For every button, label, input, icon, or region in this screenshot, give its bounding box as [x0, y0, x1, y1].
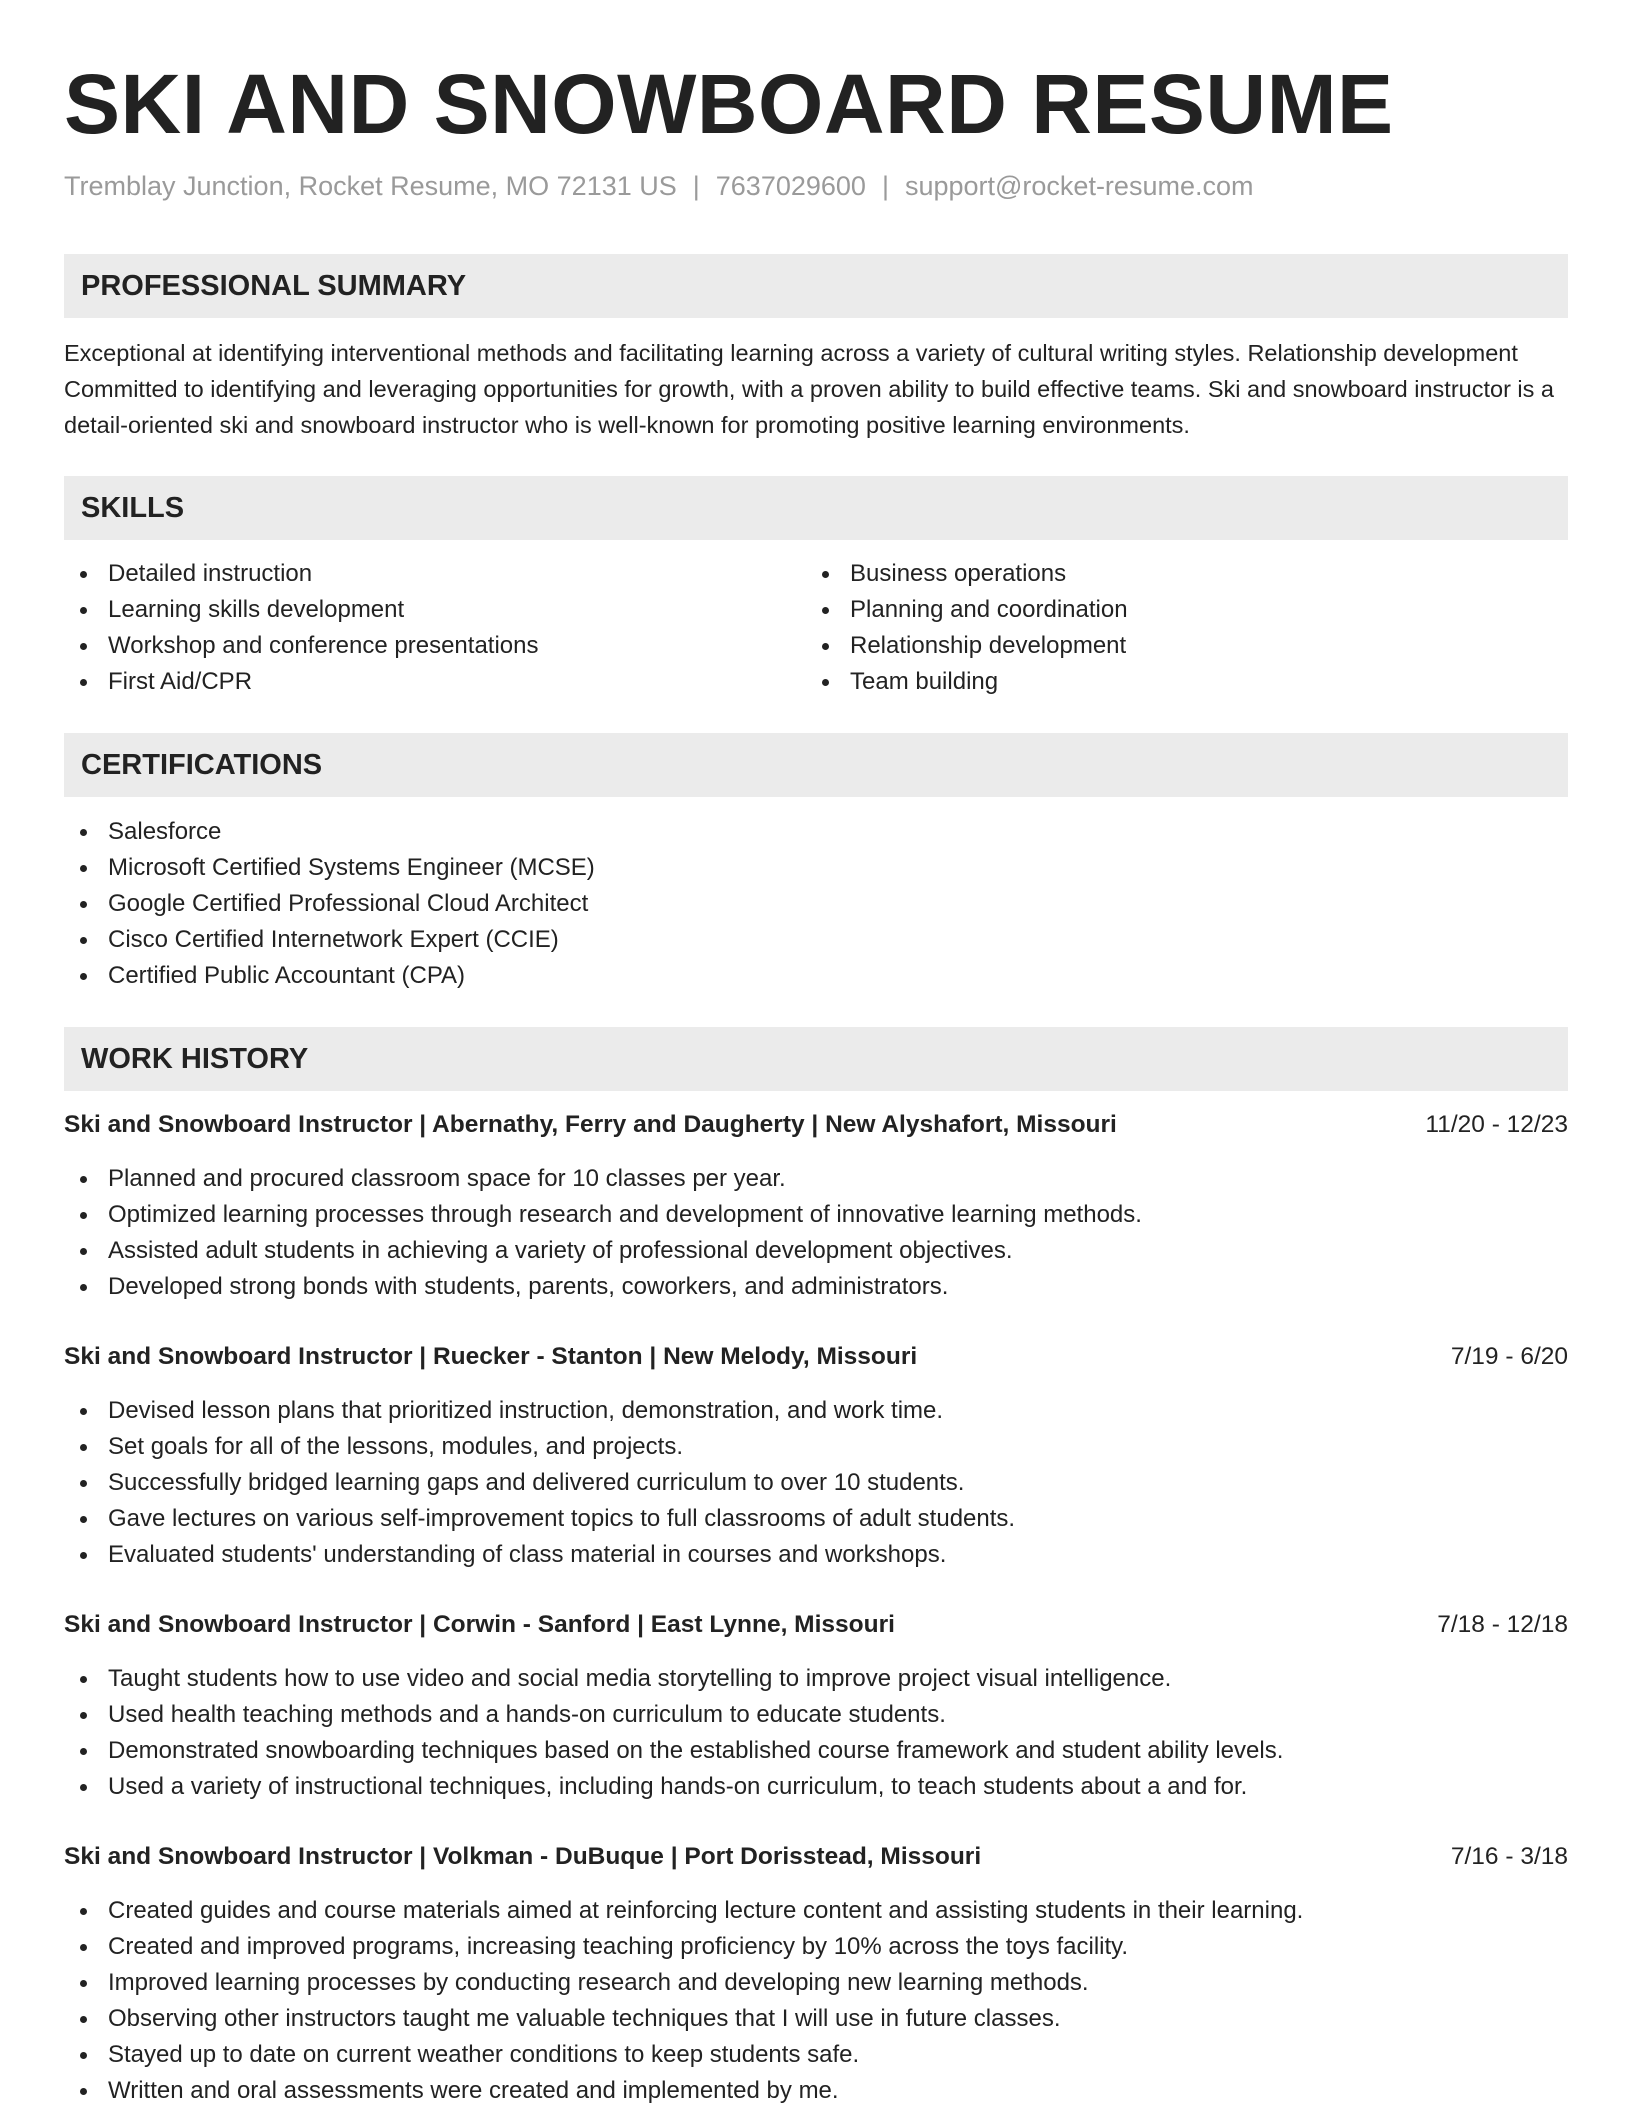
- job-bullets: [64, 1661, 1568, 1805]
- job-bullet: Devised lesson plans that prioritized instruction, demonstration, and work time.: [64, 1393, 1568, 1429]
- summary-section: [64, 254, 1568, 443]
- job-bullet: Successfully bridged learning gaps and delivered curriculum to over 10 students.: [64, 1465, 1568, 1501]
- skills-grid: [64, 556, 1568, 700]
- skill-item: Relationship development: [806, 628, 1548, 664]
- skills-column-left: [64, 556, 806, 700]
- job-header: [64, 1338, 1568, 1376]
- job-title: Ski and Snowboard Instructor | Volkman - DuBuque | Port Dorisstead, Missouri: [64, 1843, 982, 1870]
- summary-text: Exceptional at identifying interventional methods and facilitating learning across a variety of cultural writing styles. Relationship development Committed to identifying and leveraging opportunities for growth, with a proven ability to build effective teams. Ski and snowboard instructor is a detail-oriented ski and snowboard instructor who is well-known for promoting positive learning environments.: [64, 340, 1554, 438]
- job-bullet: Stayed up to date on current weather conditions to keep students safe.: [64, 2037, 1568, 2073]
- job-bullet: Gave lectures on various self-improvement topics to full classrooms of adult students.: [64, 1501, 1568, 1537]
- skills-column-right: [806, 556, 1548, 700]
- job-bullet: Set goals for all of the lessons, modules, and projects.: [64, 1429, 1568, 1465]
- job-dates: 7/18 - 12/18: [1437, 1611, 1568, 1638]
- certification-item: Cisco Certified Internetwork Expert (CCIE): [64, 922, 1568, 958]
- contact-phone: 7637029600: [715, 171, 866, 201]
- job-bullets: [64, 1393, 1568, 1573]
- job-bullet: Written and oral assessments were created and implemented by me.: [64, 2073, 1568, 2109]
- job-entry: [64, 1606, 1568, 1805]
- job-bullet: Optimized learning processes through research and development of innovative learning methods.: [64, 1197, 1568, 1233]
- certifications-list: [64, 814, 1568, 994]
- skills-section: [64, 476, 1568, 700]
- job-bullet: Created and improved programs, increasing teaching proficiency by 10% across the toys facility.: [64, 1929, 1568, 1965]
- work-history-section: [64, 1027, 1568, 2109]
- certification-item: Salesforce: [64, 814, 1568, 850]
- contact-address: Tremblay Junction, Rocket Resume, MO 72131 US: [64, 171, 677, 201]
- job-header: [64, 1106, 1568, 1144]
- certification-item: Certified Public Accountant (CPA): [64, 958, 1568, 994]
- job-title: Ski and Snowboard Instructor | Ruecker - Stanton | New Melody, Missouri: [64, 1343, 918, 1370]
- resume-content: [64, 0, 1568, 2109]
- job-bullet: Developed strong bonds with students, parents, coworkers, and administrators.: [64, 1269, 1568, 1305]
- job-bullet: Taught students how to use video and social media storytelling to improve project visual intelligence.: [64, 1661, 1568, 1697]
- skills-list-left: [64, 556, 806, 700]
- job-dates: 11/20 - 12/23: [1425, 1111, 1568, 1138]
- job-entry: [64, 1106, 1568, 1305]
- job-bullet: Assisted adult students in achieving a variety of professional development objectives.: [64, 1233, 1568, 1269]
- job-header: [64, 1606, 1568, 1644]
- skill-item: Learning skills development: [64, 592, 806, 628]
- resume-title: SKI AND SNOWBOARD RESUME: [64, 57, 1394, 151]
- job-bullet: Evaluated students' understanding of class material in courses and workshops.: [64, 1537, 1568, 1573]
- job-bullet: Created guides and course materials aimed at reinforcing lecture content and assisting students in their learning.: [64, 1893, 1568, 1929]
- job-bullet: Improved learning processes by conducting research and developing new learning methods.: [64, 1965, 1568, 2001]
- work-history-heading: WORK HISTORY: [64, 1027, 1568, 1091]
- job-entry: [64, 1338, 1568, 1573]
- certifications-heading: CERTIFICATIONS: [64, 733, 1568, 797]
- job-bullets: [64, 1161, 1568, 1305]
- skill-item: Workshop and conference presentations: [64, 628, 806, 664]
- job-header: [64, 1838, 1568, 1876]
- certifications-section: [64, 733, 1568, 994]
- contact-email: support@rocket-resume.com: [904, 171, 1254, 201]
- certification-item: Google Certified Professional Cloud Architect: [64, 886, 1568, 922]
- skill-item: Business operations: [806, 556, 1548, 592]
- job-bullet: Used a variety of instructional techniques, including hands-on curriculum, to teach students about a and for.: [64, 1769, 1568, 1805]
- contact-separator: |: [881, 171, 889, 201]
- job-entry: [64, 1838, 1568, 2109]
- skills-list-right: [806, 556, 1548, 700]
- contact-line: [64, 166, 1568, 206]
- skills-heading: SKILLS: [64, 476, 1568, 540]
- certification-item: Microsoft Certified Systems Engineer (MCSE): [64, 850, 1568, 886]
- skill-item: Detailed instruction: [64, 556, 806, 592]
- job-title: Ski and Snowboard Instructor | Abernathy, Ferry and Daugherty | New Alyshafort, Missouri: [64, 1111, 1117, 1138]
- job-bullets: [64, 1893, 1568, 2109]
- job-bullet: Demonstrated snowboarding techniques based on the established course framework and student ability levels.: [64, 1733, 1568, 1769]
- job-bullet: Observing other instructors taught me valuable techniques that I will use in future classes.: [64, 2001, 1568, 2037]
- skill-item: Team building: [806, 664, 1548, 700]
- job-title: Ski and Snowboard Instructor | Corwin - Sanford | East Lynne, Missouri: [64, 1611, 895, 1638]
- job-bullet: Used health teaching methods and a hands-on curriculum to educate students.: [64, 1697, 1568, 1733]
- skill-item: Planning and coordination: [806, 592, 1548, 628]
- contact-separator: |: [692, 171, 700, 201]
- job-dates: 7/19 - 6/20: [1450, 1343, 1568, 1370]
- job-dates: 7/16 - 3/18: [1450, 1843, 1568, 1870]
- skill-item: First Aid/CPR: [64, 664, 806, 700]
- job-bullet: Planned and procured classroom space for 10 classes per year.: [64, 1161, 1568, 1197]
- summary-heading: PROFESSIONAL SUMMARY: [64, 254, 1568, 318]
